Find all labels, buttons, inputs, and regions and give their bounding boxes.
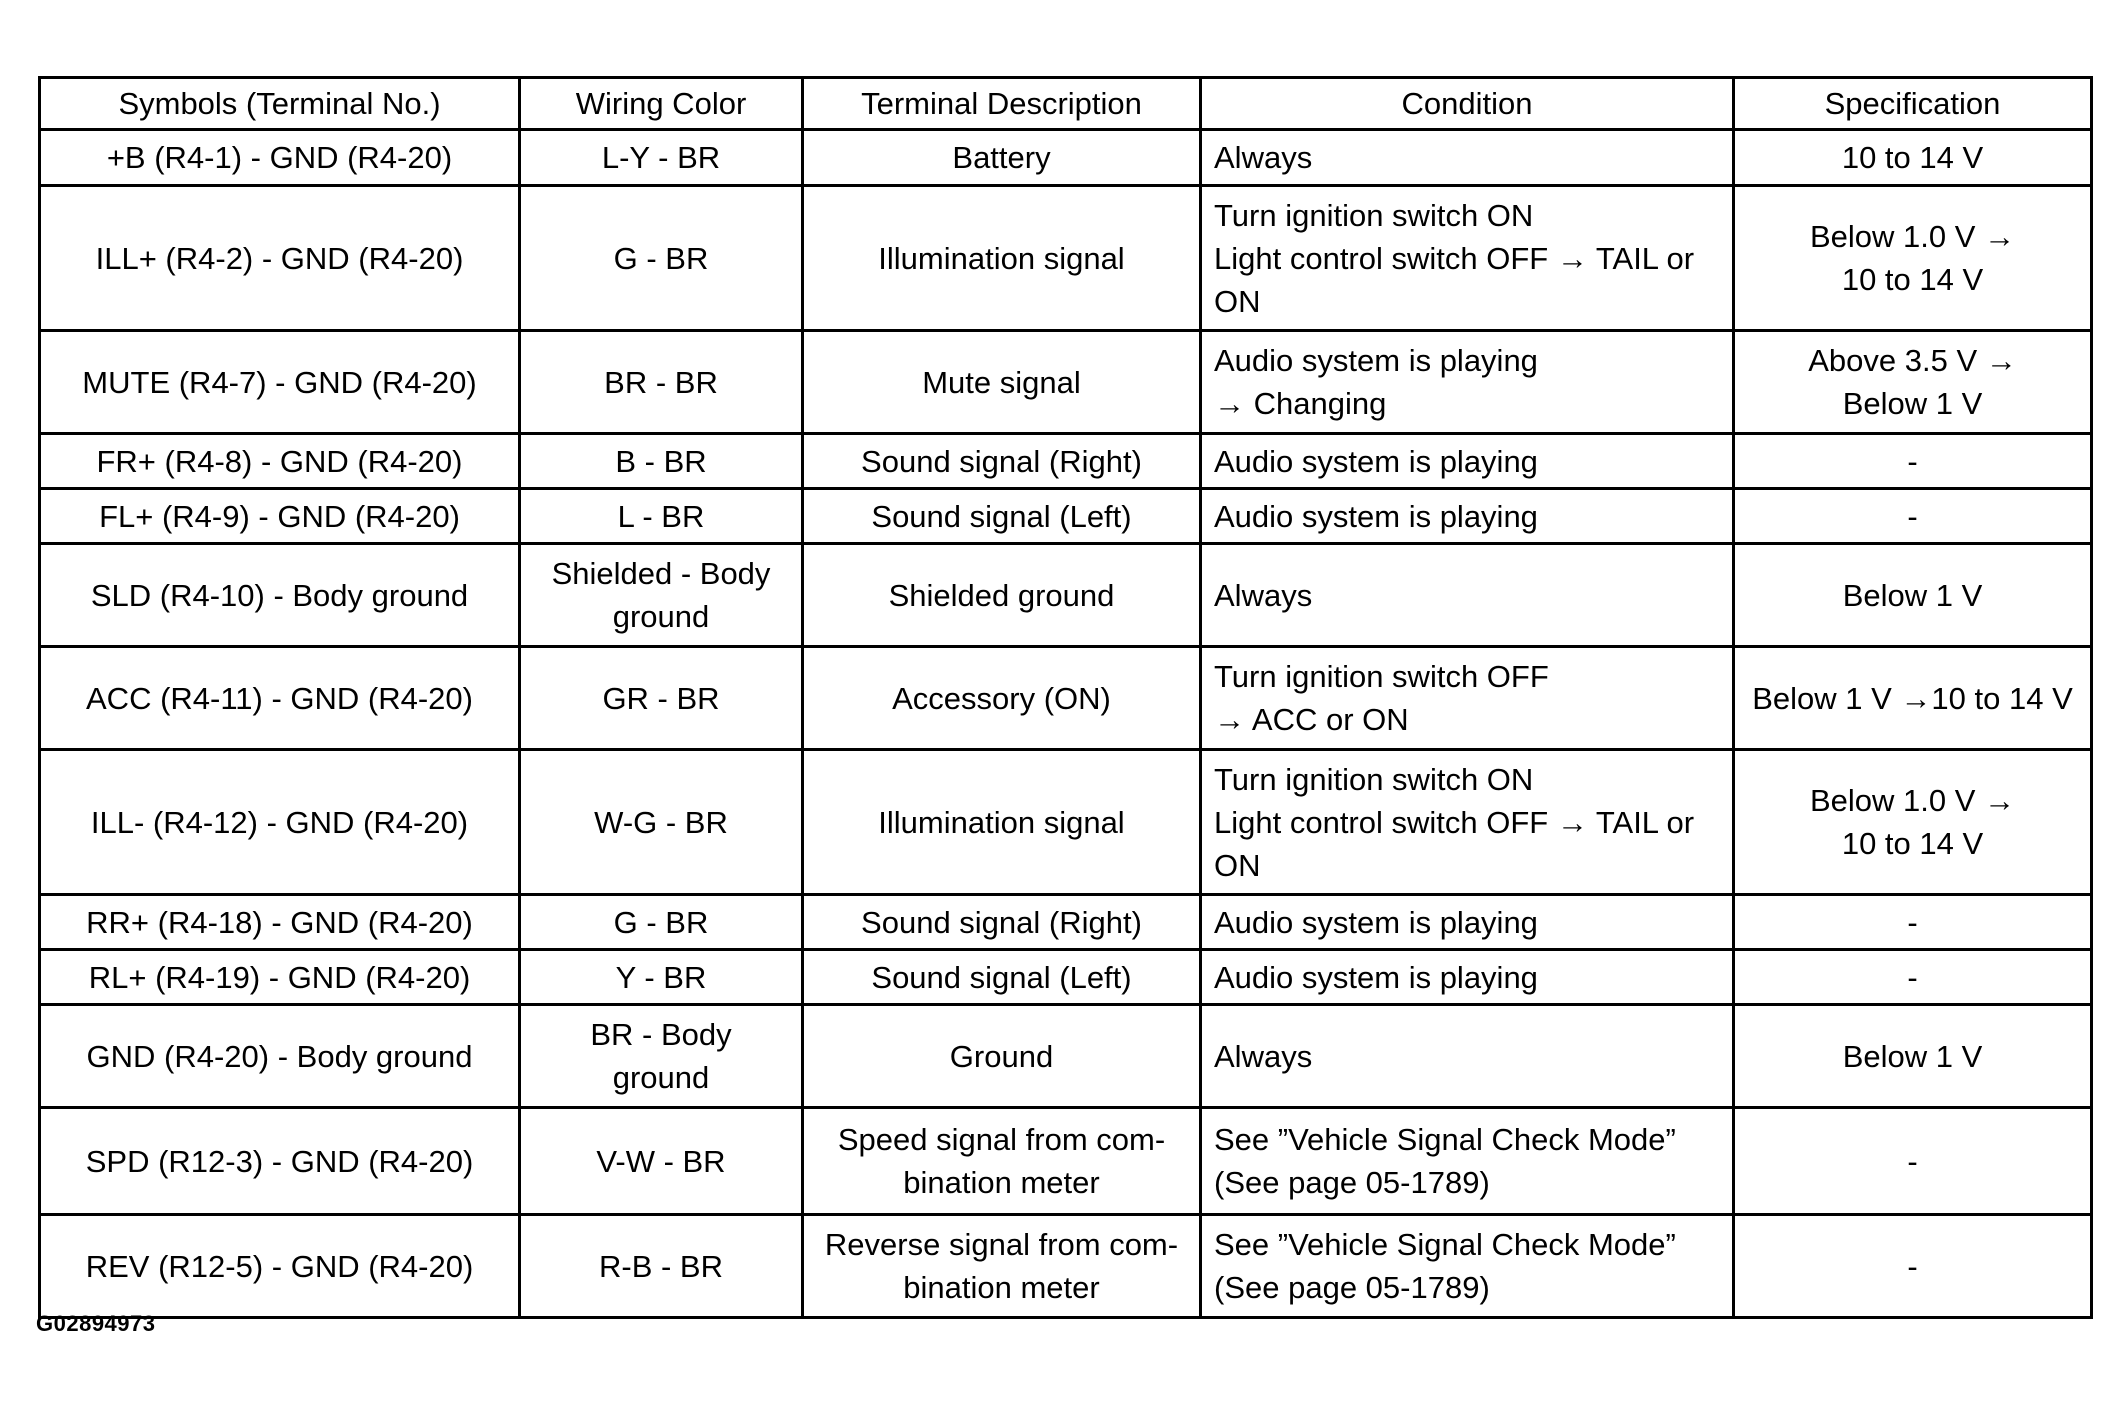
cell-terminal-description: Ground bbox=[803, 1005, 1201, 1108]
cell-terminal-description: Reverse signal from com- bination meter bbox=[803, 1215, 1201, 1318]
cell-condition: Always bbox=[1201, 1005, 1734, 1108]
cell-condition: Always bbox=[1201, 544, 1734, 647]
cell-wiring-color: B - BR bbox=[520, 434, 803, 489]
cell-terminal-description: Shielded ground bbox=[803, 544, 1201, 647]
cell-specification: - bbox=[1734, 1108, 2092, 1215]
table-row bbox=[40, 130, 2092, 186]
cell-symbols: +B (R4-1) - GND (R4-20) bbox=[40, 130, 520, 186]
table-row bbox=[40, 434, 2092, 489]
cell-condition: Turn ignition switch OFF → ACC or ON bbox=[1201, 647, 1734, 750]
cell-terminal-description: Sound signal (Right) bbox=[803, 895, 1201, 950]
cell-condition: See ”Vehicle Signal Check Mode” (See page 05-1789) bbox=[1201, 1215, 1734, 1318]
cell-symbols: MUTE (R4-7) - GND (R4-20) bbox=[40, 331, 520, 434]
cell-symbols: RL+ (R4-19) - GND (R4-20) bbox=[40, 950, 520, 1005]
cell-condition: Audio system is playing bbox=[1201, 489, 1734, 544]
cell-condition: Turn ignition switch ON Light control switch OFF → TAIL or ON bbox=[1201, 750, 1734, 895]
cell-terminal-description: Sound signal (Left) bbox=[803, 489, 1201, 544]
cell-wiring-color: GR - BR bbox=[520, 647, 803, 750]
cell-specification: - bbox=[1734, 950, 2092, 1005]
cell-specification: - bbox=[1734, 1215, 2092, 1318]
cell-terminal-description: Speed signal from com- bination meter bbox=[803, 1108, 1201, 1215]
cell-symbols: ILL+ (R4-2) - GND (R4-20) bbox=[40, 186, 520, 331]
cell-specification: - bbox=[1734, 434, 2092, 489]
cell-specification: - bbox=[1734, 489, 2092, 544]
header-condition: Condition bbox=[1201, 78, 1734, 130]
cell-terminal-description: Illumination signal bbox=[803, 186, 1201, 331]
cell-wiring-color: L-Y - BR bbox=[520, 130, 803, 186]
table-row bbox=[40, 1215, 2092, 1318]
cell-condition: Audio system is playing bbox=[1201, 895, 1734, 950]
cell-wiring-color: BR - BR bbox=[520, 331, 803, 434]
table-row bbox=[40, 186, 2092, 331]
cell-wiring-color: G - BR bbox=[520, 895, 803, 950]
cell-wiring-color: Y - BR bbox=[520, 950, 803, 1005]
header-wiring-color: Wiring Color bbox=[520, 78, 803, 130]
cell-specification: Below 1 V bbox=[1734, 544, 2092, 647]
cell-specification: Below 1 V →10 to 14 V bbox=[1734, 647, 2092, 750]
cell-terminal-description: Illumination signal bbox=[803, 750, 1201, 895]
cell-condition: Audio system is playing bbox=[1201, 434, 1734, 489]
table-row bbox=[40, 544, 2092, 647]
cell-wiring-color: V-W - BR bbox=[520, 1108, 803, 1215]
cell-symbols: ACC (R4-11) - GND (R4-20) bbox=[40, 647, 520, 750]
cell-wiring-color: L - BR bbox=[520, 489, 803, 544]
cell-condition: Audio system is playing → Changing bbox=[1201, 331, 1734, 434]
cell-wiring-color: G - BR bbox=[520, 186, 803, 331]
cell-specification: 10 to 14 V bbox=[1734, 130, 2092, 186]
header-symbols: Symbols (Terminal No.) bbox=[40, 78, 520, 130]
cell-symbols: FR+ (R4-8) - GND (R4-20) bbox=[40, 434, 520, 489]
cell-terminal-description: Sound signal (Right) bbox=[803, 434, 1201, 489]
cell-symbols: RR+ (R4-18) - GND (R4-20) bbox=[40, 895, 520, 950]
table-row bbox=[40, 647, 2092, 750]
cell-symbols: SLD (R4-10) - Body ground bbox=[40, 544, 520, 647]
table-row bbox=[40, 895, 2092, 950]
cell-specification: Below 1 V bbox=[1734, 1005, 2092, 1108]
table-row bbox=[40, 950, 2092, 1005]
table-header-row bbox=[40, 78, 2092, 130]
cell-wiring-color: Shielded - Body ground bbox=[520, 544, 803, 647]
cell-specification: Below 1.0 V → 10 to 14 V bbox=[1734, 186, 2092, 331]
cell-symbols: GND (R4-20) - Body ground bbox=[40, 1005, 520, 1108]
table-row bbox=[40, 331, 2092, 434]
cell-condition: Audio system is playing bbox=[1201, 950, 1734, 1005]
header-terminal-description: Terminal Description bbox=[803, 78, 1201, 130]
cell-condition: Turn ignition switch ON Light control switch OFF → TAIL or ON bbox=[1201, 186, 1734, 331]
cell-specification: - bbox=[1734, 895, 2092, 950]
cell-symbols: ILL- (R4-12) - GND (R4-20) bbox=[40, 750, 520, 895]
cell-terminal-description: Sound signal (Left) bbox=[803, 950, 1201, 1005]
cell-terminal-description: Battery bbox=[803, 130, 1201, 186]
cell-wiring-color: BR - Body ground bbox=[520, 1005, 803, 1108]
figure-id: G02894973 bbox=[36, 1311, 156, 1336]
cell-condition: Always bbox=[1201, 130, 1734, 186]
cell-symbols: SPD (R12-3) - GND (R4-20) bbox=[40, 1108, 520, 1215]
cell-symbols: FL+ (R4-9) - GND (R4-20) bbox=[40, 489, 520, 544]
cell-wiring-color: W-G - BR bbox=[520, 750, 803, 895]
cell-wiring-color: R-B - BR bbox=[520, 1215, 803, 1318]
cell-specification: Above 3.5 V → Below 1 V bbox=[1734, 331, 2092, 434]
table-row bbox=[40, 489, 2092, 544]
header-specification: Specification bbox=[1734, 78, 2092, 130]
cell-condition: See ”Vehicle Signal Check Mode” (See page 05-1789) bbox=[1201, 1108, 1734, 1215]
terminal-spec-table bbox=[38, 76, 2093, 1319]
table-row bbox=[40, 1005, 2092, 1108]
cell-terminal-description: Mute signal bbox=[803, 331, 1201, 434]
cell-specification: Below 1.0 V → 10 to 14 V bbox=[1734, 750, 2092, 895]
cell-terminal-description: Accessory (ON) bbox=[803, 647, 1201, 750]
table-row bbox=[40, 750, 2092, 895]
cell-symbols: REV (R12-5) - GND (R4-20) bbox=[40, 1215, 520, 1318]
table-row bbox=[40, 1108, 2092, 1215]
